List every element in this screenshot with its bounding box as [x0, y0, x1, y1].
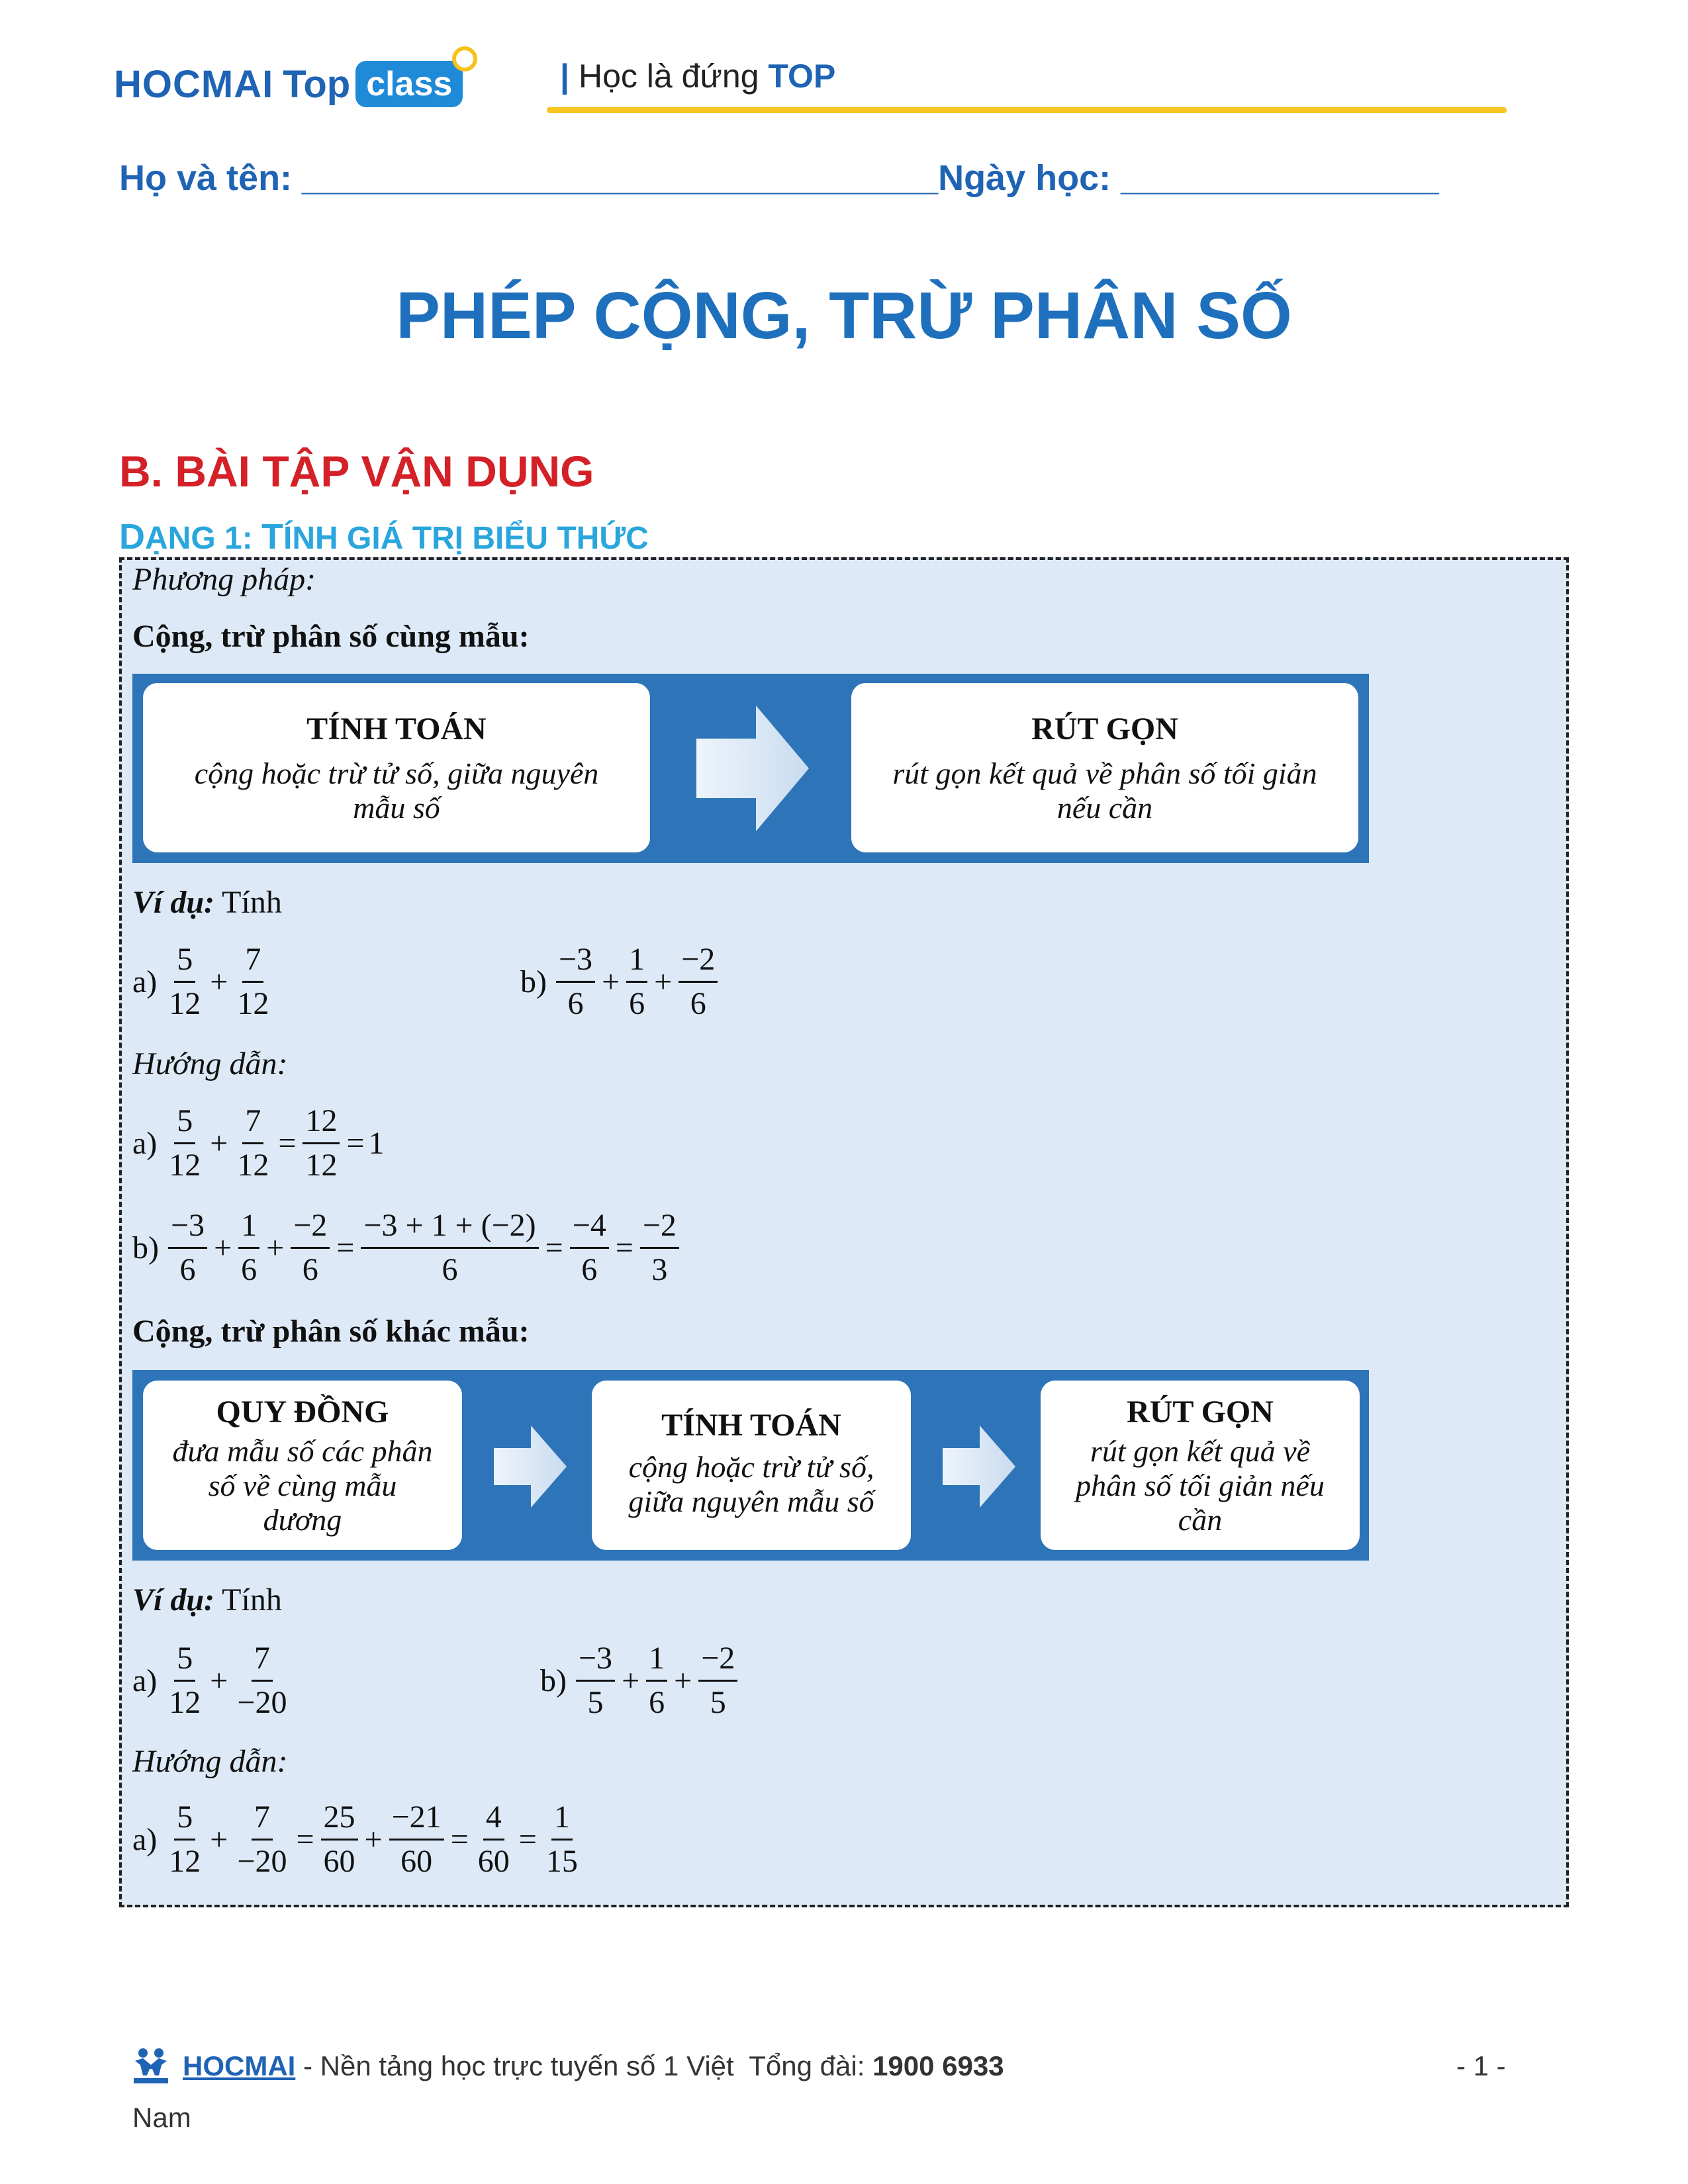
fraction [168, 1206, 207, 1290]
label-a: a) [132, 1126, 158, 1161]
denominator: 6 [567, 986, 584, 1021]
same-denominator-heading: Cộng, trừ phân số cùng mẫu: [132, 619, 530, 654]
denominator: 6 [442, 1252, 458, 1287]
numerator: 1 [646, 1639, 667, 1682]
numerator: 1 [551, 1797, 573, 1841]
result: 1 [368, 1126, 385, 1161]
label-a: a) [132, 1663, 158, 1698]
fraction [234, 940, 271, 1024]
arrow-right-icon [494, 1426, 567, 1508]
fraction [291, 1206, 330, 1290]
step-desc: giữa nguyên mẫu số [628, 1484, 874, 1518]
arrow-right-icon [943, 1426, 1015, 1508]
denominator: 6 [629, 986, 645, 1021]
fraction [321, 1797, 358, 1882]
hocmai-people-icon [130, 2045, 172, 2087]
denominator: 12 [169, 1685, 201, 1720]
step-desc: phân số tối giản nếu [1076, 1469, 1325, 1502]
label-a: a) [132, 1822, 158, 1857]
example-word: Tính [222, 1582, 282, 1617]
numerator: −3 [576, 1639, 615, 1682]
footer-brand-link[interactable]: HOCMAI [183, 2050, 296, 2081]
denominator: 5 [587, 1685, 604, 1720]
denominator: 12 [169, 1844, 201, 1879]
operator: + [210, 1663, 228, 1698]
operator: + [210, 1126, 228, 1161]
example-b [540, 1639, 740, 1723]
step-common-denominator-box [143, 1381, 462, 1550]
denominator: 6 [581, 1252, 598, 1287]
solution-b [132, 1206, 682, 1290]
solution-a [132, 1797, 583, 1882]
fraction [234, 1797, 289, 1882]
denominator: 5 [710, 1685, 726, 1720]
step-calculate-box [592, 1381, 911, 1550]
fraction [543, 1797, 581, 1882]
footer [130, 2045, 1004, 2087]
numerator: 7 [252, 1639, 273, 1682]
fraction [626, 940, 647, 1024]
operator: + [266, 1230, 285, 1265]
denominator: −20 [237, 1685, 287, 1720]
tagline-top: TOP [768, 58, 836, 95]
topic-title-part-1: ẠNG 1: [145, 521, 262, 556]
step-desc: mẫu số [353, 791, 440, 825]
diff-denominator-heading: Cộng, trừ phân số khác mẫu: [132, 1314, 530, 1349]
equals: = [346, 1126, 365, 1161]
fraction [570, 1206, 609, 1290]
fraction [238, 1206, 259, 1290]
fraction [556, 940, 595, 1024]
numerator: −3 + 1 + (−2) [361, 1206, 538, 1249]
denominator: 6 [690, 986, 706, 1021]
numerator: −3 [168, 1206, 207, 1249]
denominator: 3 [651, 1252, 668, 1287]
method-label: Phương pháp: [132, 562, 316, 597]
example-a [132, 1639, 292, 1723]
denominator: 60 [323, 1844, 355, 1879]
denominator: 12 [237, 986, 269, 1021]
operator: + [622, 1663, 640, 1698]
equals: = [518, 1822, 537, 1857]
operator: + [210, 964, 228, 999]
step-desc: rút gọn kết quả về [1090, 1434, 1311, 1468]
fraction [475, 1797, 512, 1882]
equals: = [336, 1230, 355, 1265]
footer-text-wrap: Nam [132, 2102, 191, 2133]
numerator: −2 [291, 1206, 330, 1249]
fraction [303, 1101, 340, 1185]
numerator: −2 [698, 1639, 737, 1682]
logo-brand: HOCMAI [114, 62, 274, 106]
step-simplify-box [851, 683, 1358, 852]
footer-hotline: 1900 6933 [872, 2050, 1004, 2081]
step-desc: số về cùng mẫu [208, 1469, 397, 1502]
numerator: 1 [238, 1206, 259, 1249]
denominator: 6 [179, 1252, 196, 1287]
numerator: −2 [679, 940, 718, 983]
example-line [132, 884, 282, 921]
example-b [520, 940, 720, 1024]
fraction [646, 1639, 667, 1723]
numerator: 5 [174, 940, 195, 983]
step-desc: cộng hoặc trừ tử số, giữa nguyên [194, 756, 599, 790]
numerator: −21 [389, 1797, 444, 1841]
fraction [361, 1206, 538, 1290]
header-divider [547, 107, 1507, 113]
step-desc: đưa mẫu số các phân [172, 1434, 433, 1468]
denominator: 12 [169, 986, 201, 1021]
label-a: a) [132, 964, 158, 999]
step-title: TÍNH TOÁN [306, 711, 487, 747]
step-title: RÚT GỌN [1031, 711, 1178, 747]
diff-denominator-diagram [132, 1370, 1369, 1561]
denominator: 6 [241, 1252, 258, 1287]
same-denominator-diagram [132, 674, 1369, 863]
sun-icon [452, 46, 477, 71]
numerator: −4 [570, 1206, 609, 1249]
fraction [166, 1639, 203, 1723]
fraction [576, 1639, 615, 1723]
student-info-line: Họ và tên: ________________________________Ngày học: ________________ [119, 158, 1439, 198]
fraction [640, 1206, 679, 1290]
step-title: TÍNH TOÁN [661, 1408, 841, 1443]
example-line [132, 1582, 282, 1618]
denominator: 15 [545, 1844, 578, 1879]
step-title: QUY ĐỒNG [216, 1394, 389, 1430]
numerator: 5 [174, 1639, 195, 1682]
topic-title-letter-2: T [261, 517, 284, 557]
topic-title-letter-1: D [119, 517, 145, 557]
section-title: B. BÀI TẬP VẬN DỤNG [119, 447, 594, 496]
step-desc: cần [1178, 1503, 1223, 1537]
denominator: 12 [237, 1148, 269, 1183]
fraction [166, 1101, 203, 1185]
operator: + [602, 964, 620, 999]
step-desc: cộng hoặc trừ tử số, [628, 1450, 874, 1484]
operator: + [214, 1230, 232, 1265]
denominator: 12 [169, 1148, 201, 1183]
arrow-right-icon [696, 705, 809, 831]
denominator: 6 [302, 1252, 318, 1287]
fraction [679, 940, 718, 1024]
logo-top: Top [283, 62, 351, 106]
page-title: PHÉP CỘNG, TRỪ PHÂN SỐ [396, 279, 1292, 353]
topic-title [119, 516, 649, 557]
numerator: 7 [252, 1797, 273, 1841]
tagline-bar: | [560, 58, 569, 95]
fraction [698, 1639, 737, 1723]
numerator: 25 [321, 1797, 358, 1841]
fraction [234, 1639, 289, 1723]
example-label: Ví dụ: [132, 1582, 215, 1617]
operator: + [210, 1822, 228, 1857]
guide-label: Hướng dẫn: [132, 1744, 288, 1779]
numerator: −2 [640, 1206, 679, 1249]
operator: + [654, 964, 673, 999]
denominator: 60 [477, 1844, 510, 1879]
logo-class [355, 61, 463, 107]
numerator: 4 [483, 1797, 504, 1841]
numerator: 7 [242, 940, 263, 983]
numerator: 12 [303, 1101, 340, 1144]
operator: + [364, 1822, 383, 1857]
step-calculate-box [143, 683, 650, 852]
step-title: RÚT GỌN [1127, 1394, 1274, 1430]
numerator: 5 [174, 1797, 195, 1841]
tagline-text: Học là đứng [579, 58, 759, 95]
numerator: −3 [556, 940, 595, 983]
numerator: 1 [626, 940, 647, 983]
fraction [166, 1797, 203, 1882]
hocmai-topclass-logo [114, 54, 463, 114]
example-label: Ví dụ: [132, 885, 215, 920]
logo-class-text: class [366, 65, 453, 103]
step-desc: dương [263, 1503, 342, 1537]
footer-text: - Nền tảng học trực tuyến số 1 Việt Tổng đài: [295, 2050, 873, 2081]
denominator: 12 [305, 1148, 338, 1183]
guide-label: Hướng dẫn: [132, 1046, 288, 1081]
step-desc: nếu cần [1056, 791, 1153, 825]
topic-title-part-2: ÍNH GIÁ TRỊ BIỂU THỨC [283, 521, 649, 556]
denominator: 6 [649, 1685, 665, 1720]
operator: + [674, 1663, 692, 1698]
fraction [234, 1101, 271, 1185]
fraction [389, 1797, 444, 1882]
page-number: - 1 - [1456, 2050, 1506, 2081]
equals: = [450, 1822, 469, 1857]
step-simplify-box [1041, 1381, 1360, 1550]
solution-a [132, 1101, 385, 1185]
example-word: Tính [222, 885, 282, 920]
label-b: b) [520, 964, 547, 999]
step-desc: rút gọn kết quả về phân số tối giản [892, 756, 1317, 790]
denominator: −20 [237, 1844, 287, 1879]
denominator: 60 [400, 1844, 433, 1879]
example-a [132, 940, 274, 1024]
equals: = [545, 1230, 563, 1265]
tagline [560, 57, 835, 95]
numerator: 5 [174, 1101, 195, 1144]
numerator: 7 [242, 1101, 263, 1144]
equals: = [296, 1822, 314, 1857]
equals: = [278, 1126, 297, 1161]
fraction [166, 940, 203, 1024]
equals: = [615, 1230, 633, 1265]
label-b: b) [540, 1663, 567, 1698]
label-b: b) [132, 1230, 159, 1265]
